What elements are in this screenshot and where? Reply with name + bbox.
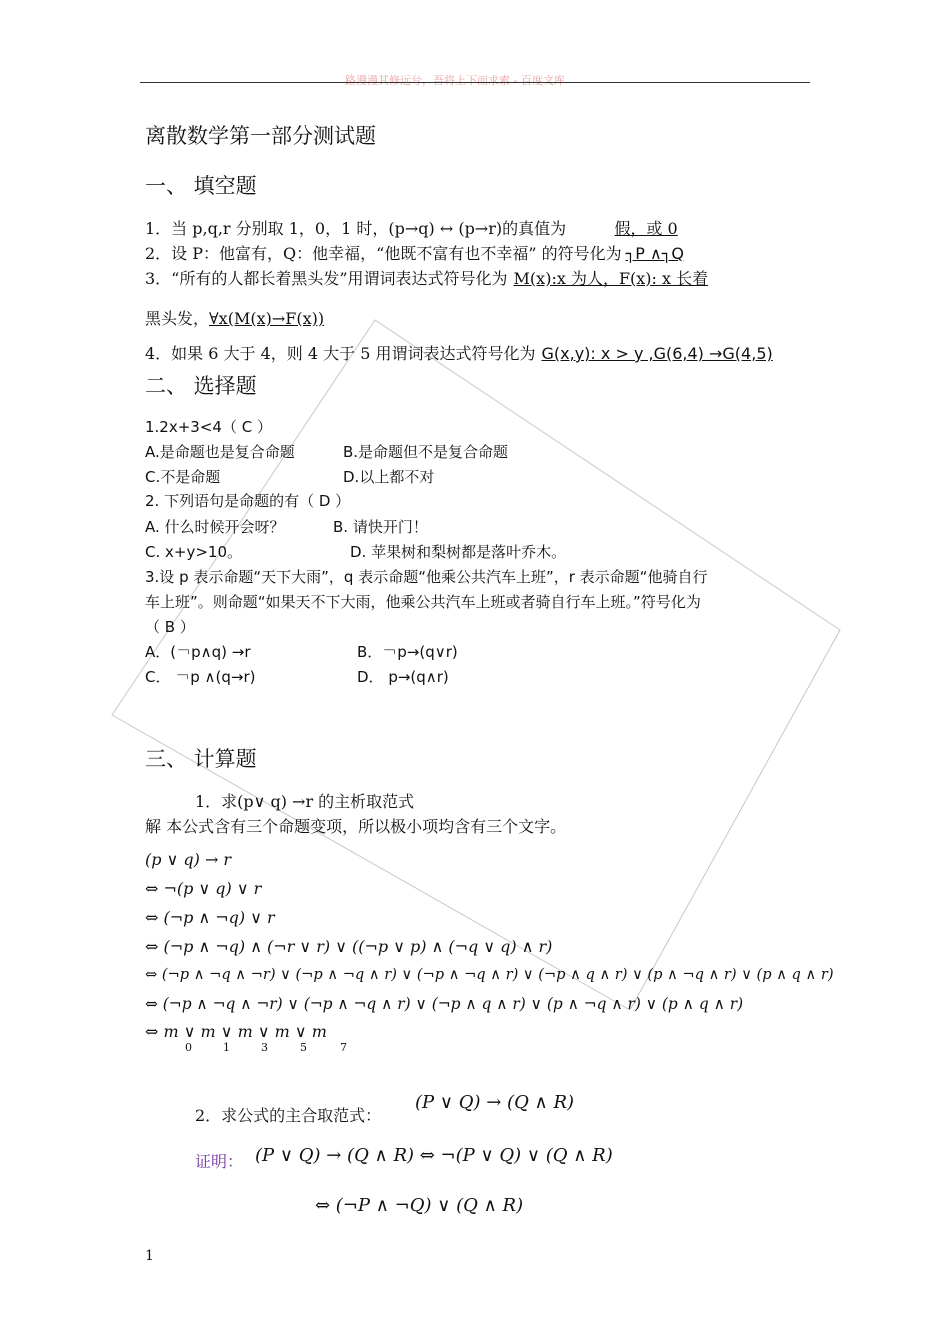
calc-p1-step-5: ⇔ (¬p ∧ ¬q ∧ ¬r) ∨ (¬p ∧ ¬q ∧ r) ∨ (¬p ∧ q ∧ r) ∨ (p ∧ ¬q ∧ r) ∨ (p ∧ q ∧ r) bbox=[145, 995, 744, 1013]
choice-q3-option-c: C． ￢p ∧(q→r) bbox=[145, 668, 256, 686]
minterm-subscript-5: 5 bbox=[300, 1041, 307, 1054]
fill-q3-line2 bbox=[145, 306, 359, 329]
choice-q1: 1.2x+3<4（ C ） bbox=[145, 418, 272, 436]
fill-q1 bbox=[145, 216, 726, 239]
page-number: 1 bbox=[145, 1248, 154, 1264]
calc-p2-proof-label: 证明： bbox=[195, 1152, 244, 1171]
section2-heading: 二、 选择题 bbox=[145, 374, 257, 398]
choice-q1-option-a: A.是命题也是复合命题 bbox=[145, 443, 295, 461]
fill-q2 bbox=[145, 241, 684, 264]
choice-q2: 2. 下列语句是命题的有（ D ） bbox=[145, 492, 351, 510]
fill-q3-answer2: ∀x(M(x)→F(x)) bbox=[209, 309, 325, 328]
choice-q3-option-b: B．￢p→(q∨r) bbox=[357, 643, 458, 661]
choice-q1-option-d: D.以上都不对 bbox=[343, 468, 435, 486]
fill-q3-answer1: M(x):x 为人，F(x): x 长着 bbox=[513, 269, 709, 288]
choice-q2-option-b: B. 请快开门！ bbox=[333, 518, 428, 536]
calc-p2-formula: (P ∨ Q) → (Q ∧ R) bbox=[415, 1092, 575, 1113]
fill-q1-answer: 假，或 0 bbox=[614, 219, 678, 238]
fill-q3-line2-prefix: 黑头发， bbox=[145, 309, 210, 328]
minterm-subscript-7: 7 bbox=[340, 1041, 347, 1054]
choice-q3-line2: 车上班”。则命题“如果天不下大雨，他乘公共汽车上班或者骑自行车上班。”符号化为 bbox=[145, 593, 701, 611]
fill-q4-answer: G(x,y): x > y ,G(6,4) →G(4,5) bbox=[541, 344, 773, 363]
choice-q2-option-d: D. 苹果树和梨树都是落叶乔木。 bbox=[350, 543, 567, 561]
calc-p1-intro: 解 本公式含有三个命题变项，所以极小项均含有三个文字。 bbox=[145, 817, 567, 836]
fill-q2-answer: ┐P ∧┐Q bbox=[625, 244, 684, 263]
page-title: 离散数学第一部分测试题 bbox=[145, 124, 376, 148]
choice-q3-line1: 3.设 p 表示命题“天下大雨”，q 表示命题“他乘公共汽车上班”，r 表示命题“他骑自行 bbox=[145, 568, 708, 586]
header-rule bbox=[140, 82, 810, 83]
choice-q3-line3: （ B ） bbox=[145, 618, 195, 636]
calc-p2-proof-line1: (P ∨ Q) → (Q ∧ R) ⇔ ¬(P ∨ Q) ∨ (Q ∧ R) bbox=[255, 1145, 613, 1166]
choice-q3-option-a: A．(￢p∧q) →r bbox=[145, 643, 251, 661]
choice-q1-option-c: C.不是命题 bbox=[145, 468, 221, 486]
calc-p1-step-1: ⇔ ¬(p ∨ q) ∨ r bbox=[145, 879, 262, 898]
choice-q2-option-c: C. x+y>10。 bbox=[145, 543, 242, 561]
calc-p1-step-2: ⇔ (¬p ∧ ¬q) ∨ r bbox=[145, 908, 275, 927]
calc-p2-proof-line2: ⇔ (¬P ∧ ¬Q) ∨ (Q ∧ R) bbox=[315, 1195, 524, 1216]
calc-p1-step-4: ⇔ (¬p ∧ ¬q ∧ ¬r) ∨ (¬p ∧ ¬q ∧ r) ∨ (¬p ∧ ¬q ∧ r) ∨ (¬p ∧ q ∧ r) ∨ (p ∧ ¬q ∧ r) ∨ (p ∧ q ∧ r) bbox=[145, 966, 834, 983]
fill-q1-text: 1．当 p,q,r 分别取 1，0，1 时，(p→q) ↔ (p→r)的真值为 bbox=[145, 219, 567, 238]
minterm-subscript-3: 3 bbox=[261, 1041, 268, 1054]
calc-p1-title: 1．求(p∨ q) →r 的主析取范式 bbox=[195, 792, 415, 811]
calc-p1-step-6: ⇔ m ∨ m ∨ m ∨ m ∨ m bbox=[145, 1022, 327, 1041]
section1-heading: 一、 填空题 bbox=[145, 174, 257, 198]
choice-q1-option-b: B.是命题但不是复合命题 bbox=[343, 443, 509, 461]
fill-q4 bbox=[145, 341, 773, 364]
choice-q3-option-d: D． p→(q∧r) bbox=[357, 668, 449, 686]
calc-p2-title: 2．求公式的主合取范式： bbox=[195, 1106, 382, 1125]
fill-q4-text: 4．如果 6 大于 4，则 4 大于 5 用谓词表达式符号化为 bbox=[145, 344, 536, 363]
header-watermark-text: 路漫漫其修远兮，吾将上下而求索 - 百度文库 bbox=[345, 74, 565, 87]
choice-q2-option-a: A. 什么时候开会呀？ bbox=[145, 518, 285, 536]
fill-q2-text: 2．设 P：他富有，Q：他幸福，“他既不富有也不幸福” 的符号化为 bbox=[145, 244, 622, 263]
fill-q3 bbox=[145, 266, 708, 289]
section3-heading: 三、 计算题 bbox=[145, 747, 257, 771]
minterm-subscript-1: 1 bbox=[223, 1041, 230, 1054]
fill-q3-text: 3．“所有的人都长着黑头发”用谓词表达式符号化为 bbox=[145, 269, 508, 288]
calc-p1-step-3: ⇔ (¬p ∧ ¬q) ∧ (¬r ∨ r) ∨ ((¬p ∨ p) ∧ (¬q ∨ q) ∧ r) bbox=[145, 937, 553, 956]
calc-p1-step-0: (p ∨ q) → r bbox=[145, 850, 232, 869]
minterm-subscript-0: 0 bbox=[185, 1041, 192, 1054]
